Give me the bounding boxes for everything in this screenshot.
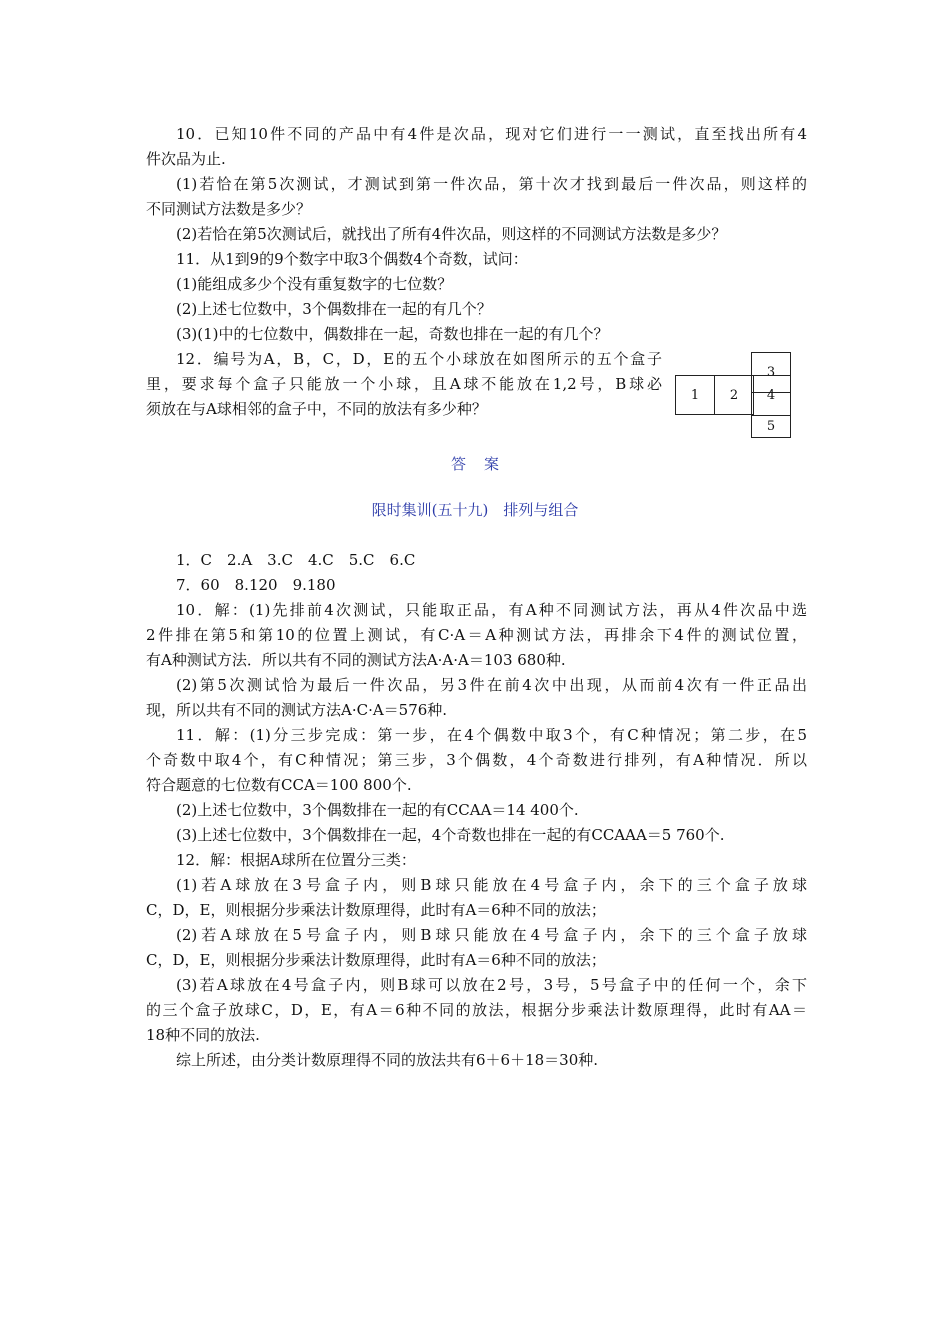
answer-12-line2: (1)若A球放在3号盒子内，则B球只能放在4号盒子内，余下的三个盒子放球 xyxy=(176,876,807,894)
box-1: 1 xyxy=(675,375,715,415)
answer-12-line8: 18种不同的放法. xyxy=(146,1026,260,1044)
answer-line-7-9: 7．60 8.120 9.180 xyxy=(176,576,336,594)
box-3: 3 xyxy=(751,352,791,393)
box-4: 4 xyxy=(751,375,791,416)
box-5: 5 xyxy=(751,415,791,438)
q10-line2: 件次品为止. xyxy=(146,150,226,168)
answer-11-line3: 符合题意的七位数有CCA＝100 800个. xyxy=(146,776,412,794)
answer-12-line7: 的三个盒子放球C，D，E，有A＝6种不同的放法，根据分步乘法计数原理得，此时有AA＝ xyxy=(146,1001,807,1019)
answer-subtitle: 限时集训(五十九) 排列与组合 xyxy=(371,501,579,519)
q10-part2: (2)若恰在第5次测试后，就找出了所有4件次品，则这样的不同测试方法数是多少？ xyxy=(176,225,727,243)
answer-heading: 答案 xyxy=(450,455,517,473)
answer-10-line3: 有A种测试方法．所以共有不同的测试方法A·A·A＝103 680种. xyxy=(146,651,566,669)
q11-line1: 11．从1到9的9个数字中取3个偶数4个奇数，试问： xyxy=(176,250,528,268)
q12-line1: 12．编号为A，B，C，D，E的五个小球放在如图所示的五个盒子 xyxy=(176,350,662,368)
answer-11-line2: 个奇数中取4个，有C种情况；第三步，3个偶数，4个奇数进行排列，有A种情况．所以 xyxy=(146,751,807,769)
q10-part1-line2: 不同测试方法数是多少？ xyxy=(146,200,312,218)
answer-12-line6: (3)若A球放在4号盒子内，则B球可以放在2号，3号，5号盒子中的任何一个，余下 xyxy=(176,976,807,994)
answer-11-line4: (2)上述七位数中，3个偶数排在一起的有CCAA＝14 400个. xyxy=(176,801,579,819)
answer-12-line3: C，D，E，则根据分步乘法计数原理得，此时有A＝6种不同的放法； xyxy=(146,901,606,919)
q11-part1: (1)能组成多少个没有重复数字的七位数？ xyxy=(176,275,453,293)
q12-line3: 须放在与A球相邻的盒子中，不同的放法有多少种？ xyxy=(146,400,487,418)
answer-12-line4: (2)若A球放在5号盒子内，则B球只能放在4号盒子内，余下的三个盒子放球 xyxy=(176,926,807,944)
box-2: 2 xyxy=(714,375,754,415)
answer-12-line1: 12．解：根据A球所在位置分三类： xyxy=(176,851,416,869)
q10-line1: 10．已知10件不同的产品中有4件是次品，现对它们进行一一测试，直至找出所有4 xyxy=(176,125,807,143)
answer-11-line5: (3)上述七位数中，3个偶数排在一起，4个奇数也排在一起的有CCAAA＝5 760个. xyxy=(176,826,725,844)
q12-line2: 里，要求每个盒子只能放一个小球，且A球不能放在1,2号，B球必 xyxy=(146,375,662,393)
q11-part3: (3)(1)中的七位数中，偶数排在一起，奇数也排在一起的有几个？ xyxy=(176,325,609,343)
q10-part1-line1: (1)若恰在第5次测试，才测试到第一件次品，第十次才找到最后一件次品，则这样的 xyxy=(176,175,807,193)
answer-12-line9: 综上所述，由分类计数原理得不同的放法共有6＋6＋18＝30种. xyxy=(176,1051,599,1069)
answer-10-line4: (2)第5次测试恰为最后一件次品，另3件在前4次中出现，从而前4次有一件正品出 xyxy=(176,676,807,694)
answer-12-line5: C，D，E，则根据分步乘法计数原理得，此时有A＝6种不同的放法； xyxy=(146,951,606,969)
answer-10-line5: 现，所以共有不同的测试方法A·C·A＝576种. xyxy=(146,701,448,719)
answer-11-line1: 11．解：(1)分三步完成：第一步，在4个偶数中取3个，有C种情况；第二步，在5 xyxy=(176,726,807,744)
answer-10-line2: 2件排在第5和第10的位置上测试，有C·A＝A种测试方法，再排余下4件的测试位置， xyxy=(146,626,807,644)
answer-10-line1: 10．解：(1)先排前4次测试，只能取正品，有A种不同测试方法，再从4件次品中选 xyxy=(176,601,807,619)
answer-line-1-6: 1．C 2.A 3.C 4.C 5.C 6.C xyxy=(176,551,416,569)
q11-part2: (2)上述七位数中，3个偶数排在一起的有几个？ xyxy=(176,300,492,318)
